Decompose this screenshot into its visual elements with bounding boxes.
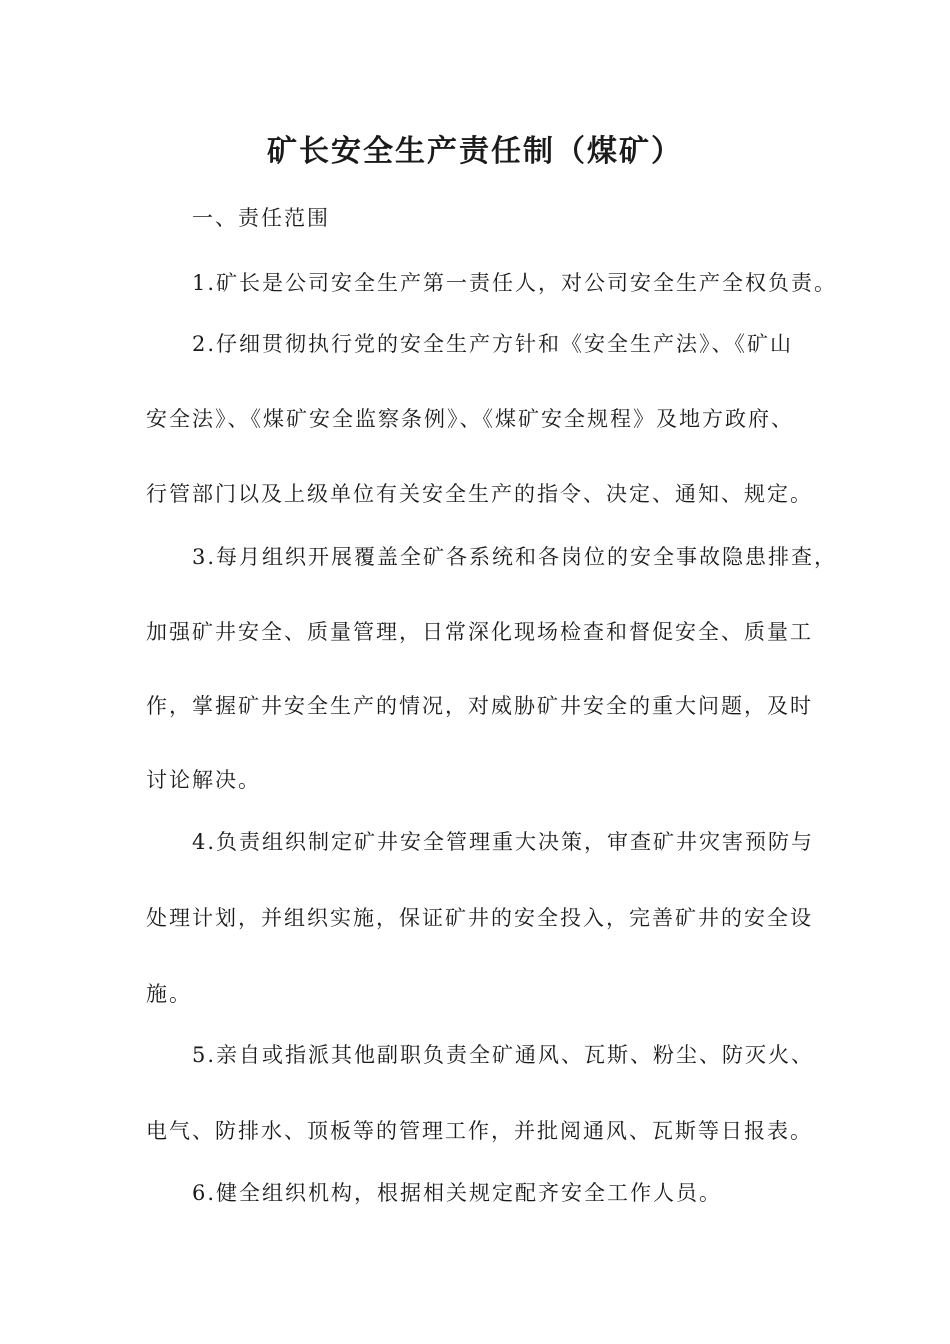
- paragraph-line: 6.健全组织机构，根据相关规定配齐安全工作人员。: [192, 1181, 723, 1205]
- paragraph-line: 2.仔细贯彻执行党的安全生产方针和《安全生产法》、《矿山: [192, 332, 794, 356]
- paragraph-line: 施。: [146, 982, 192, 1006]
- paragraph-line: 安全法》、《煤矿安全监察条例》、《煤矿安全规程》及地方政府、: [146, 407, 794, 431]
- paragraph-line: 1.矿长是公司安全生产第一责任人，对公司安全生产全权负责。: [192, 271, 838, 295]
- paragraph-line: 4.负责组织制定矿井安全管理重大决策，审查矿井灾害预防与: [192, 830, 815, 854]
- paragraph-line: 作，掌握矿井安全生产的情况，对威胁矿井安全的重大问题，及时: [146, 694, 813, 718]
- document-title: 矿长安全生产责任制（煤矿）: [267, 134, 683, 169]
- paragraph-line: 处理计划，并组织实施，保证矿井的安全投入，完善矿井的安全设: [146, 906, 813, 930]
- paragraph-line: 加强矿井安全、质量管理，日常深化现场检查和督促安全、质量工: [146, 620, 813, 644]
- paragraph-line: 讨论解决。: [146, 768, 261, 792]
- paragraph-line: 3.每月组织开展覆盖全矿各系统和各岗位的安全事故隐患排查，: [192, 545, 838, 569]
- paragraph-line: 电气、防排水、顶板等的管理工作，并批阅通风、瓦斯等日报表。: [146, 1119, 813, 1143]
- paragraph-line: 5.亲自或指派其他副职负责全矿通风、瓦斯、粉尘、防灭火、: [192, 1043, 815, 1067]
- section-heading: 一、责任范围: [192, 206, 330, 230]
- paragraph-line: 行管部门以及上级单位有关安全生产的指令、决定、通知、规定。: [146, 482, 813, 506]
